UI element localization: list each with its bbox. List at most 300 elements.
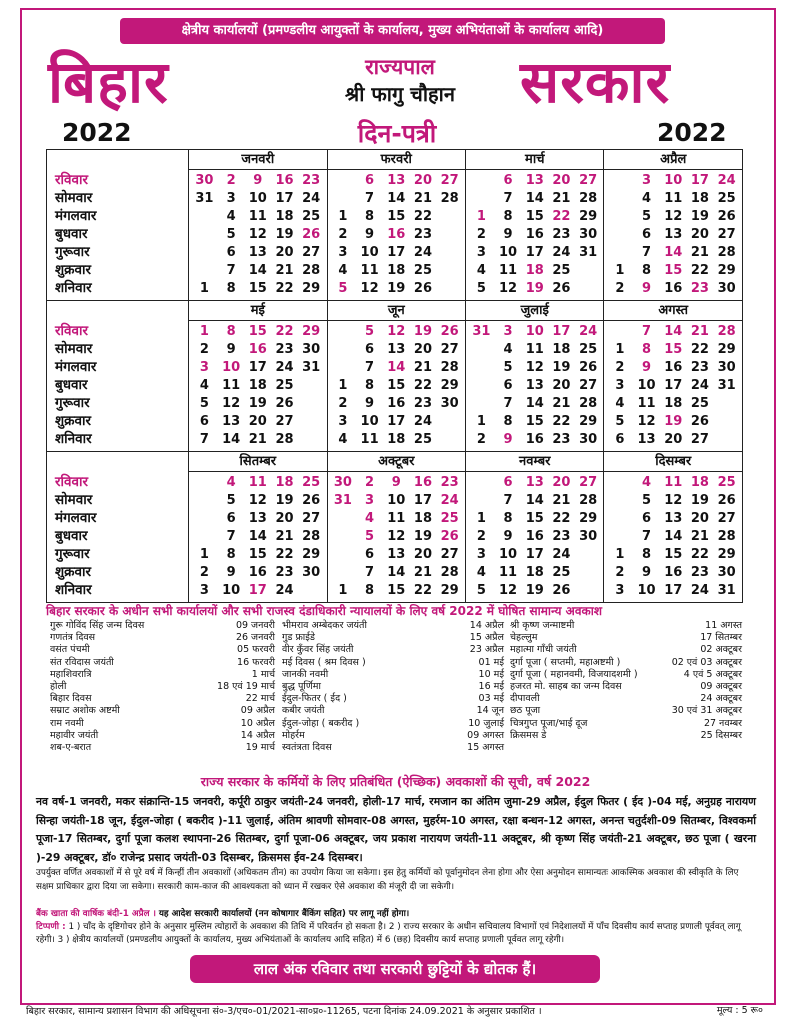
- date-cell: 6: [503, 173, 513, 188]
- holiday-date: 09 जनवरी: [235, 620, 275, 631]
- date-cell: 11: [222, 378, 241, 393]
- date-cell: 14: [525, 396, 544, 411]
- date-cell: 10: [248, 191, 267, 206]
- date-cell: 18: [664, 396, 683, 411]
- footer-banner: लाल अंक रविवार तथा सरकारी छुट्टियों के द्योतक हैं।: [190, 955, 600, 983]
- date-cell: 5: [226, 493, 236, 508]
- calendar-block-row: [47, 150, 743, 301]
- date-cell: 22: [690, 263, 709, 278]
- holiday-date: 10 मई: [478, 668, 504, 680]
- date-cell: 2: [199, 565, 209, 580]
- date-cell: 1: [476, 209, 486, 224]
- date-cell: 8: [503, 209, 513, 224]
- date-cell: 28: [440, 565, 459, 580]
- date-cell: 9: [226, 565, 236, 580]
- date-cell: 13: [525, 173, 544, 188]
- date-cell: 3: [226, 191, 236, 206]
- day-name: शुक्रवार: [55, 262, 92, 278]
- date-cell: 6: [226, 245, 236, 260]
- date-cell: 10: [360, 245, 379, 260]
- date-cell: 19: [275, 227, 294, 242]
- date-cell: 20: [413, 173, 433, 188]
- date-cell: 1: [476, 511, 486, 526]
- date-cell: [468, 492, 495, 510]
- date-cell: 12: [387, 324, 406, 339]
- holiday-name: गुरू गोविंद सिंह जन्म दिवस: [50, 620, 145, 631]
- month-grid: [189, 472, 326, 602]
- price-label: मूल्य : 5 रू०: [716, 1005, 763, 1016]
- holiday-row: [50, 742, 275, 754]
- date-cell: 11: [387, 511, 406, 526]
- date-cell: 25: [717, 191, 736, 206]
- date-cell: 25: [440, 511, 459, 526]
- date-cell: 22: [275, 281, 294, 296]
- date-cell: 10: [637, 378, 656, 393]
- holiday-date: 09 अप्रैल: [240, 705, 275, 717]
- date-cell: 11: [248, 475, 267, 490]
- day-name: रविवार: [55, 474, 89, 490]
- date-cell: 1: [199, 324, 209, 339]
- date-cell: 6: [642, 227, 652, 242]
- date-cell: 18: [690, 191, 709, 206]
- date-cell: 30: [333, 475, 352, 490]
- date-cell: 21: [552, 191, 571, 206]
- date-cell: 30: [579, 227, 598, 242]
- date-cell: 22: [552, 414, 571, 429]
- date-cell: 24: [717, 173, 736, 188]
- holiday-date: 17 सितम्बर: [700, 632, 742, 644]
- date-cell: 28: [579, 493, 598, 508]
- date-cell: 13: [248, 245, 267, 260]
- date-cell: 29: [717, 263, 736, 278]
- date-cell: 15: [387, 378, 406, 393]
- date-cell: 30: [195, 173, 214, 188]
- date-cell: 28: [275, 432, 294, 447]
- holiday-row: [282, 730, 504, 742]
- date-cell: 27: [302, 245, 321, 260]
- date-cell: 18: [413, 511, 433, 526]
- date-cell: 3: [338, 245, 348, 260]
- date-cell: 31: [195, 191, 214, 206]
- date-cell: 20: [552, 475, 571, 490]
- holiday-row: [50, 718, 275, 730]
- date-cell: 9: [226, 342, 236, 357]
- date-cell: 14: [222, 432, 241, 447]
- day-name: सोमवार: [55, 492, 93, 508]
- date-cell: [298, 395, 325, 413]
- date-cell: 29: [302, 281, 321, 296]
- holiday-name: श्री कृष्ण जन्माष्टमी: [510, 620, 575, 631]
- date-cell: 14: [525, 493, 544, 508]
- date-cell: 19: [413, 324, 433, 339]
- date-cell: 7: [642, 529, 652, 544]
- date-cell: 30: [579, 529, 598, 544]
- date-cell: 9: [503, 432, 513, 447]
- holiday-name: संत रविदास जयंती: [50, 656, 114, 668]
- date-cell: 15: [525, 511, 544, 526]
- date-cell: 19: [275, 493, 294, 508]
- holiday-name: चेहल्लुम: [510, 632, 538, 644]
- date-cell: 3: [642, 173, 652, 188]
- holiday-name: स्वतंत्रता दिवस: [282, 741, 332, 753]
- date-cell: 15: [387, 583, 406, 598]
- date-cell: 7: [503, 493, 513, 508]
- date-cell: 8: [503, 511, 513, 526]
- date-cell: [606, 323, 633, 341]
- date-cell: 28: [717, 245, 736, 260]
- date-cell: 4: [476, 565, 486, 580]
- date-cell: [330, 510, 357, 528]
- holiday-row: [50, 657, 275, 669]
- date-cell: 26: [552, 583, 571, 598]
- date-cell: 8: [226, 547, 236, 562]
- date-cell: [468, 359, 495, 377]
- bank-note-text: यह आदेश सरकारी कार्यालयों (नन कोषागार बैंकिंग सहित) पर लागू नहीं होगा।: [158, 909, 410, 919]
- holiday-row: [50, 669, 275, 681]
- holiday-date: 09 अगस्त: [467, 729, 504, 741]
- date-cell: 12: [664, 493, 683, 508]
- holiday-date: 24 अक्टूबर: [700, 693, 742, 705]
- date-cell: 1: [476, 414, 486, 429]
- date-cell: 1: [199, 281, 209, 296]
- date-cell: 7: [365, 565, 375, 580]
- governor-name: श्री फागु चौहान: [345, 82, 455, 106]
- holiday-date: 05 फरवरी: [237, 644, 275, 656]
- holiday-date: 01 मई: [478, 656, 504, 668]
- date-cell: [606, 208, 633, 226]
- date-cell: 10: [222, 360, 241, 375]
- date-cell: 17: [387, 245, 406, 260]
- holiday-name: वीर कुँवर सिंह जयंती: [282, 644, 354, 656]
- day-name: गुरूवार: [55, 244, 90, 260]
- date-cell: 14: [664, 245, 683, 260]
- day-name-spacer: [47, 301, 188, 320]
- date-cell: 9: [642, 565, 652, 580]
- date-cell: 26: [717, 493, 736, 508]
- month-july: [466, 301, 604, 452]
- month-name: सितम्बर: [189, 452, 326, 472]
- holiday-row: [50, 705, 275, 717]
- date-cell: 23: [552, 227, 571, 242]
- day-name: शनिवार: [55, 582, 92, 598]
- date-cell: 13: [525, 475, 544, 490]
- date-cell: 25: [302, 209, 321, 224]
- state-title-right: सरकार: [520, 48, 671, 116]
- date-cell: 25: [552, 565, 571, 580]
- date-cell: 9: [365, 396, 375, 411]
- date-cell: 19: [690, 209, 709, 224]
- day-name: शनिवार: [55, 431, 92, 447]
- date-cell: 21: [552, 396, 571, 411]
- date-cell: 10: [525, 324, 544, 339]
- holiday-name: दुर्गा पूजा ( महानवमी, विजयादशमी ): [510, 668, 638, 680]
- holiday-date: 27 नवम्बर: [703, 717, 742, 729]
- tippani-text: 1 ) चाँद के दृष्टिगोचर होने के अनुसार मुस्लिम त्योहारों के अवकाश की तिथि में परिवर्तन हो सकता है। 2 ) राज्य सरकार के अधीन सचिवालय विभागों एवं निदेशालयों में पाँच दिवसीय कार्य सप्ताह प्रणाली पूर्ववत् लागू रहेगी। 3 ) क्षेत्रीय कार्यालयों (प्रमण्डलीय आयुक्तों के कार्यालय, मुख्य अभियंताओं के कार्यालय आदि सहित) में 6 (छह) दिवसीय कार्य सप्ताह प्रणाली पूर्ववत लागू रहेगी।: [36, 922, 741, 945]
- date-cell: 17: [387, 414, 406, 429]
- holiday-row: [510, 632, 742, 644]
- date-cell: 30: [302, 565, 321, 580]
- date-cell: 2: [476, 432, 486, 447]
- date-cell: 12: [664, 209, 683, 224]
- date-cell: 24: [552, 245, 571, 260]
- date-cell: 30: [717, 281, 736, 296]
- date-cell: [575, 582, 602, 600]
- month-grid: [466, 321, 603, 451]
- holiday-row: [510, 657, 742, 669]
- date-cell: 18: [525, 263, 544, 278]
- date-cell: [436, 208, 463, 226]
- date-cell: 11: [360, 263, 379, 278]
- date-cell: 22: [413, 583, 433, 598]
- date-cell: 14: [525, 191, 544, 206]
- date-cell: 27: [440, 342, 459, 357]
- date-cell: 28: [717, 324, 736, 339]
- date-cell: 23: [552, 529, 571, 544]
- date-cell: 11: [664, 191, 683, 206]
- date-cell: 5: [642, 493, 652, 508]
- holiday-row: [510, 730, 742, 742]
- date-cell: 17: [248, 583, 267, 598]
- date-cell: 28: [440, 360, 459, 375]
- date-cell: 24: [552, 547, 571, 562]
- date-cell: 3: [199, 360, 209, 375]
- holiday-row: [282, 632, 504, 644]
- holiday-name: महावीर जयंती: [50, 729, 99, 741]
- date-cell: 14: [664, 324, 683, 339]
- date-cell: 22: [552, 209, 571, 224]
- date-cell: 31: [472, 324, 491, 339]
- date-cell: 17: [664, 583, 683, 598]
- day-name-column: [47, 301, 189, 452]
- date-cell: 22: [413, 209, 433, 224]
- date-cell: 24: [302, 191, 321, 206]
- holiday-date: 03 मई: [478, 693, 504, 705]
- date-cell: 6: [365, 173, 375, 188]
- date-cell: 17: [525, 245, 544, 260]
- date-cell: 19: [525, 583, 544, 598]
- date-cell: 27: [579, 173, 598, 188]
- date-cell: 2: [338, 396, 348, 411]
- date-cell: 6: [226, 511, 236, 526]
- date-cell: 18: [275, 475, 294, 490]
- month-november: [466, 452, 604, 603]
- date-cell: [436, 431, 463, 449]
- date-cell: 26: [579, 360, 598, 375]
- date-cell: 5: [365, 529, 375, 544]
- date-cell: 25: [717, 475, 736, 490]
- date-cell: 19: [525, 281, 544, 296]
- month-grid: [328, 170, 465, 300]
- date-cell: 7: [503, 396, 513, 411]
- date-cell: 23: [302, 173, 321, 188]
- date-cell: 2: [226, 173, 236, 188]
- month-grid: [189, 170, 326, 300]
- month-grid: [604, 321, 742, 451]
- date-cell: 3: [476, 547, 486, 562]
- date-cell: 23: [275, 565, 294, 580]
- holiday-date: 02 अक्टूबर: [700, 644, 742, 656]
- date-cell: 29: [579, 414, 598, 429]
- date-cell: 7: [642, 245, 652, 260]
- holiday-date: 18 एवं 19 मार्च: [217, 680, 275, 692]
- date-cell: 29: [717, 547, 736, 562]
- date-cell: 2: [615, 565, 625, 580]
- holiday-date: 4 एवं 5 अक्टूबर: [683, 668, 742, 680]
- date-cell: 16: [525, 227, 544, 242]
- day-name: गुरूवार: [55, 546, 90, 562]
- date-cell: 18: [525, 565, 544, 580]
- date-cell: [330, 546, 357, 564]
- holiday-date: 15 अगस्त: [467, 741, 504, 753]
- holiday-name: दुर्गा पूजा ( सप्तमी, महाअष्टमी ): [510, 656, 621, 668]
- date-cell: 16: [525, 529, 544, 544]
- holiday-name: शब-ए-बरात: [50, 741, 92, 753]
- month-grid: [328, 472, 465, 602]
- month-name: दिसम्बर: [604, 452, 742, 472]
- date-cell: 3: [615, 378, 625, 393]
- optional-note: उपर्युक्त वर्णित अवकाशों में से पूरे वर्ष में किन्हीं तीन अवकाशों (अधिकतम तीन) का उपयोग किया जा सकेगा। इस हेतु कर्मियों को पूर्वानुमोदन लेना होगा और ऐसा अनुमोदन सामान्यतः आकस्मिक अवकाश की स्वीकृति के लिए सक्षम प्राधिकार द्वारा दिया जा सकेगा। सरकारी काम-काज की आवश्यकता को ध्यान में रखकर ऐसे अवकाश की मंजूरी दी जा सकेगी।: [36, 868, 739, 892]
- date-cell: 11: [664, 475, 683, 490]
- date-cell: 1: [338, 583, 348, 598]
- date-cell: 2: [365, 475, 375, 490]
- date-cell: 16: [387, 396, 406, 411]
- date-cell: 7: [503, 191, 513, 206]
- date-cell: 21: [275, 529, 294, 544]
- date-cell: 15: [248, 547, 267, 562]
- date-cell: [575, 262, 602, 280]
- date-cell: 17: [690, 173, 709, 188]
- date-cell: 20: [664, 432, 683, 447]
- month-name: मई: [189, 301, 326, 321]
- date-cell: 15: [248, 281, 267, 296]
- date-cell: 6: [642, 511, 652, 526]
- day-name: मंगलवार: [55, 208, 97, 224]
- day-name: सोमवार: [55, 190, 93, 206]
- date-cell: 6: [365, 547, 375, 562]
- date-cell: 26: [413, 281, 433, 296]
- holiday-row: [282, 718, 504, 730]
- date-cell: 3: [615, 583, 625, 598]
- date-cell: 26: [302, 493, 321, 508]
- date-cell: 12: [525, 360, 544, 375]
- date-cell: 13: [664, 227, 683, 242]
- date-cell: 2: [338, 227, 348, 242]
- date-cell: 16: [275, 173, 294, 188]
- date-cell: 8: [642, 547, 652, 562]
- date-cell: [575, 280, 602, 298]
- date-cell: 29: [579, 511, 598, 526]
- holiday-date: 1 मार्च: [251, 668, 275, 680]
- date-cell: 15: [525, 209, 544, 224]
- date-cell: 21: [552, 493, 571, 508]
- date-cell: 27: [717, 511, 736, 526]
- holidays-column-2: [282, 620, 504, 754]
- date-cell: 5: [642, 209, 652, 224]
- date-cell: 18: [690, 475, 709, 490]
- date-cell: 7: [642, 324, 652, 339]
- date-cell: 8: [226, 324, 236, 339]
- date-cell: 28: [302, 263, 321, 278]
- holiday-row: [50, 730, 275, 742]
- date-cell: 23: [690, 565, 709, 580]
- date-cell: 23: [413, 227, 433, 242]
- date-cell: 25: [302, 475, 321, 490]
- date-cell: 13: [387, 342, 406, 357]
- date-cell: 12: [637, 414, 656, 429]
- optional-holidays-title: राज्य सरकार के कर्मियों के लिए प्रतिबंधित (ऐच्छिक) अवकाशों की सूची, वर्ष 2022: [200, 774, 591, 789]
- month-august: [604, 301, 743, 452]
- month-grid: [604, 170, 742, 300]
- date-cell: 2: [199, 342, 209, 357]
- date-cell: 10: [499, 547, 518, 562]
- month-name: जून: [328, 301, 465, 321]
- date-cell: [330, 528, 357, 546]
- year-left: 2022: [62, 118, 132, 147]
- date-cell: 10: [387, 493, 406, 508]
- date-cell: 29: [579, 209, 598, 224]
- holiday-row: [282, 657, 504, 669]
- date-cell: 19: [248, 396, 267, 411]
- holiday-date: 16 फरवरी: [237, 656, 275, 668]
- date-cell: 11: [637, 396, 656, 411]
- month-grid: [604, 472, 742, 602]
- date-cell: 13: [248, 511, 267, 526]
- date-cell: 11: [499, 263, 518, 278]
- date-cell: 16: [248, 565, 267, 580]
- date-cell: [468, 377, 495, 395]
- day-name: बुधवार: [55, 377, 88, 393]
- date-cell: [330, 564, 357, 582]
- date-cell: 31: [333, 493, 352, 508]
- date-cell: 12: [360, 281, 379, 296]
- date-cell: 17: [248, 360, 267, 375]
- date-cell: 16: [248, 342, 267, 357]
- date-cell: 4: [365, 511, 375, 526]
- date-cell: 28: [579, 191, 598, 206]
- holiday-name: सम्राट अशोक अष्टमी: [50, 705, 120, 717]
- calendar-block-row: [47, 452, 743, 603]
- date-cell: [330, 341, 357, 359]
- tippani-label: टिप्पणी :: [36, 922, 66, 932]
- month-name: जुलाई: [466, 301, 603, 321]
- date-cell: 4: [642, 191, 652, 206]
- holiday-name: दीपावली: [510, 693, 540, 705]
- date-cell: 24: [579, 324, 598, 339]
- date-cell: 4: [338, 432, 348, 447]
- month-january: [189, 150, 327, 301]
- holiday-name: कबीर जयंती: [282, 705, 325, 717]
- date-cell: 17: [552, 324, 571, 339]
- date-cell: 29: [440, 583, 459, 598]
- holiday-row: [50, 620, 275, 632]
- holiday-date: 16 मई: [478, 680, 504, 692]
- date-cell: 4: [199, 378, 209, 393]
- bank-note: [36, 908, 756, 921]
- month-december: [604, 452, 743, 603]
- holiday-name: राम नवमी: [50, 717, 84, 729]
- date-cell: 13: [525, 378, 544, 393]
- date-cell: 1: [615, 547, 625, 562]
- date-cell: 13: [387, 547, 406, 562]
- date-cell: 2: [476, 529, 486, 544]
- date-cell: [298, 431, 325, 449]
- date-cell: [191, 226, 218, 244]
- date-cell: [606, 244, 633, 262]
- date-cell: 21: [690, 245, 709, 260]
- date-cell: 20: [275, 245, 294, 260]
- date-cell: 19: [387, 281, 406, 296]
- date-cell: [330, 190, 357, 208]
